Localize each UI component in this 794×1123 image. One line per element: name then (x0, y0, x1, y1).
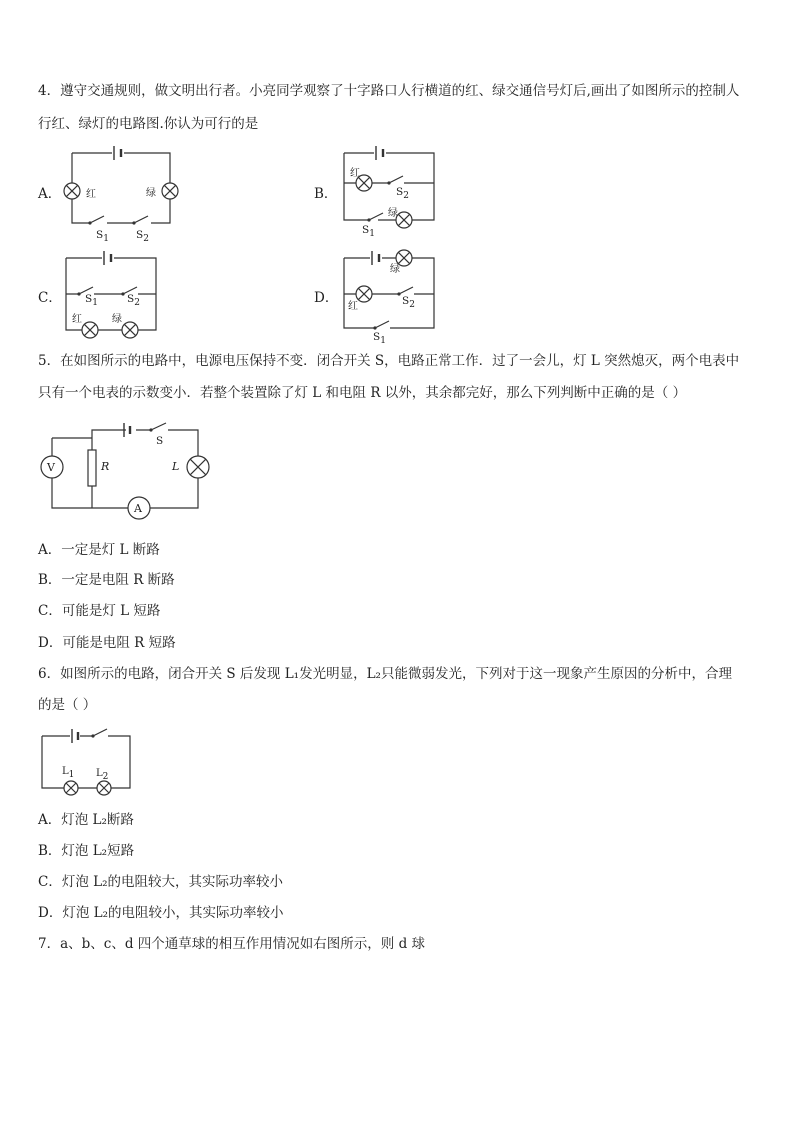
switch-s-icon (91, 729, 107, 738)
q4-stem-line1: 4．遵守交通规则，做文明出行者。小亮同学观察了十字路口人行横道的红、绿交通信号灯后,画出了如图所示的控制人 (38, 83, 740, 99)
switch-s1-label: S1 (85, 293, 98, 308)
lamp-l1-icon (64, 781, 78, 795)
lamp-l2-label: L2 (96, 768, 109, 782)
q4-stem-line2: 行红、绿灯的电路图.你认为可行的是 (38, 116, 259, 132)
q6-option-c[interactable]: C．灯泡 L₂的电阻较大，其实际功率较小 (38, 874, 283, 890)
lamp-green-label: 绿 (390, 264, 400, 275)
q4-option-b-letter[interactable]: B． (314, 186, 338, 202)
q5-circuit (38, 420, 208, 524)
q5-option-d[interactable]: D．可能是电阻 R 短路 (38, 635, 176, 651)
q6-circuit (38, 726, 138, 796)
switch-s-icon (149, 423, 166, 432)
lamp-red-label: 红 (350, 168, 360, 179)
resistor-icon (88, 450, 96, 486)
lamp-green-label: 绿 (112, 314, 122, 325)
lamp-icon (187, 456, 209, 478)
svg-text:A: A (134, 502, 142, 515)
q5-option-b[interactable]: B．一定是电阻 R 断路 (38, 572, 175, 588)
q7-stem-line1: 7．a、b、c、d 四个通草球的相互作用情况如右图所示，则 d 球 (38, 936, 425, 952)
q6-option-d[interactable]: D．灯泡 L₂的电阻较小，其实际功率较小 (38, 905, 284, 921)
q4-circuit-c (60, 250, 170, 340)
lamp-label: L (172, 460, 180, 473)
lamp-l1-label: L1 (62, 766, 75, 780)
switch-s2-icon (387, 176, 403, 185)
q6-stem-line2: 的是（ ） (38, 697, 97, 713)
switch-s1-label: S1 (96, 229, 109, 244)
lamp-green-label: 绿 (146, 188, 156, 199)
lamp-red-label: 红 (348, 301, 358, 312)
q5-option-a[interactable]: A．一定是灯 L 断路 (38, 542, 160, 558)
resistor-label: R (101, 460, 110, 473)
lamp-red-icon (82, 322, 98, 338)
lamp-red-label: 红 (86, 189, 96, 200)
svg-text:V: V (47, 461, 55, 474)
lamp-green-label: 绿 (388, 208, 398, 219)
switch-s1-label: S1 (373, 331, 386, 346)
lamp-red-label: 红 (72, 314, 82, 325)
lamp-green-icon (162, 183, 178, 199)
lamp-red-icon (356, 286, 372, 302)
q5-stem-line2: 只有一个电表的示数变小．若整个装置除了灯 L 和电阻 R 以外，其余都完好，那么下列判断中正确的是（ ） (38, 385, 687, 401)
q5-option-c[interactable]: C．可能是灯 L 短路 (38, 603, 161, 619)
q5-stem-line1: 5．在如图所示的电路中，电源电压保持不变．闭合开关 S，电路正常工作．过了一会儿，灯 L 突然熄灭，两个电表中 (38, 353, 740, 369)
switch-s2-label: S2 (136, 229, 149, 244)
switch-s2-label: S2 (396, 186, 409, 201)
switch-s1-icon (88, 216, 104, 225)
lamp-l2-icon (97, 781, 111, 795)
switch-s2-label: S2 (402, 295, 415, 310)
q4-circuit-d (340, 250, 440, 345)
voltmeter-icon (41, 456, 63, 478)
switch-s1-icon (373, 321, 389, 330)
switch-s2-icon (132, 216, 148, 225)
lamp-red-icon (64, 183, 80, 199)
q4-option-d-letter[interactable]: D． (314, 290, 339, 306)
q4-option-a-letter[interactable]: A． (38, 186, 62, 202)
q6-option-b[interactable]: B．灯泡 L₂短路 (38, 843, 135, 859)
q6-stem-line1: 6．如图所示的电路，闭合开关 S 后发现 L₁发光明显，L₂只能微弱发光，下列对于这一现象产生原因的分析中，合理 (38, 666, 732, 682)
q4-circuit-b (340, 145, 440, 240)
q4-option-c-letter[interactable]: C． (38, 290, 62, 306)
q4-circuit-a (60, 145, 190, 244)
switch-s2-label: S2 (127, 293, 140, 308)
switch-s-label: S (156, 435, 164, 447)
switch-s1-label: S1 (362, 224, 375, 239)
lamp-green-icon (122, 322, 138, 338)
lamp-green-icon (396, 212, 412, 228)
q6-option-a[interactable]: A．灯泡 L₂断路 (38, 812, 134, 828)
ammeter-icon (128, 497, 150, 519)
